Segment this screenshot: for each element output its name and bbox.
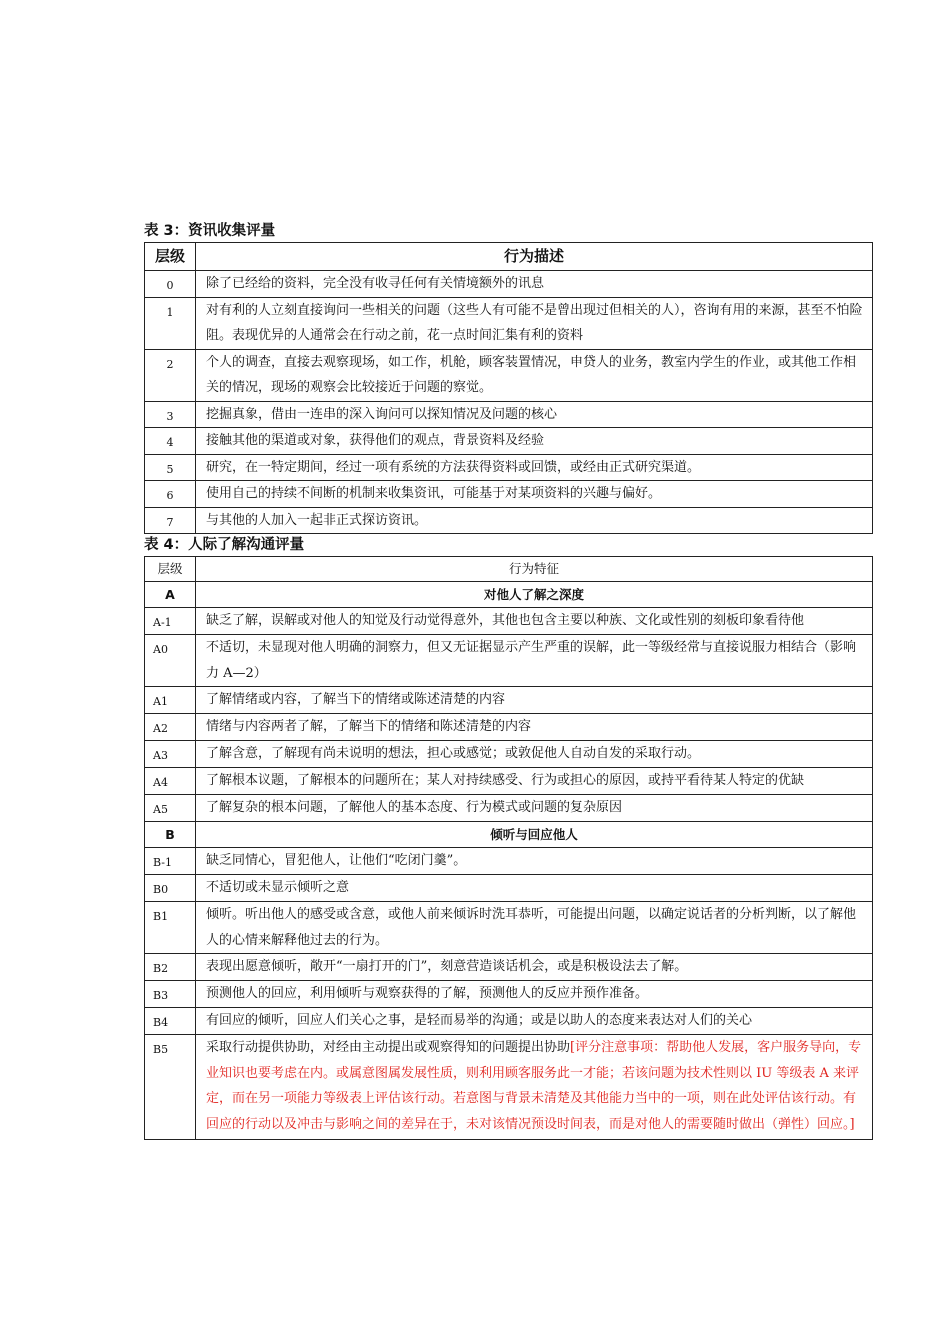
row-level: A5	[145, 795, 196, 822]
row-description: 接触其他的渠道或对象，获得他们的观点，背景资料及经验	[196, 428, 873, 455]
b5-description-text: 采取行动提供协助，对经由主动提出或观察得知的问题提出协助	[206, 1040, 571, 1055]
row-description: 有回应的倾听，回应人们关心之事，是轻而易举的沟通；或是以助人的态度来表达对人们的关心	[196, 1008, 873, 1035]
table4	[144, 556, 873, 1140]
row-level: 1	[145, 297, 196, 349]
table-row	[145, 687, 873, 714]
table-row	[145, 608, 873, 635]
row-level: B2	[145, 954, 196, 981]
section-title: 对他人了解之深度	[196, 582, 873, 608]
row-description: 缺乏了解，误解或对他人的知觉及行动觉得意外，其他也包含主要以种族、文化或性别的刻板印象看待他	[196, 608, 873, 635]
table-row	[145, 981, 873, 1008]
table-row	[145, 795, 873, 822]
row-description: 表现出愿意倾听，敞开“一扇打开的门”，刻意营造谈话机会，或是积极设法去了解。	[196, 954, 873, 981]
table-row	[145, 401, 873, 428]
row-level: A2	[145, 714, 196, 741]
table-row	[145, 428, 873, 455]
row-description: 了解含意，了解现有尚未说明的想法，担心或感觉；或敦促他人自动自发的采取行动。	[196, 741, 873, 768]
table3	[144, 242, 873, 534]
row-level: 4	[145, 428, 196, 455]
table4-caption: 表 4：人际了解沟通评量	[144, 537, 305, 553]
table-row	[145, 741, 873, 768]
row-level: B4	[145, 1008, 196, 1035]
row-level: 6	[145, 481, 196, 508]
table-row	[145, 271, 873, 298]
scoring-note: [评分注意事项：帮助他人发展，客户服务导向，专业知识也要考虑在内。或属意图属发展性质，则利用顾客服务此一才能；若该问题为技术性则以 IU 等级表 A 来评定，而在另一项能力等级表上评估该行动。若意图与背景未清楚及其他能力当中的一项，则在此处评估该行动。有回应的行动以及冲击与影响之间的差异在于，未对该情况预设时间表，而是对他人的需要随时做出（弹性）回应。]	[206, 1040, 862, 1132]
table-row	[145, 875, 873, 902]
row-description: 除了已经给的资料，完全没有收寻任何有关情境额外的讯息	[196, 271, 873, 298]
table-header-row	[145, 557, 873, 582]
section-level: B	[145, 822, 196, 848]
table-row-b5	[145, 1035, 873, 1140]
row-level: A4	[145, 768, 196, 795]
row-level: A-1	[145, 608, 196, 635]
table-row	[145, 481, 873, 508]
row-level: B0	[145, 875, 196, 902]
row-description: 缺乏同情心，冒犯他人，让他们“吃闭门羹”。	[196, 848, 873, 875]
row-description: 了解复杂的根本问题，了解他人的基本态度、行为模式或问题的复杂原因	[196, 795, 873, 822]
row-level: B1	[145, 902, 196, 954]
table-row	[145, 902, 873, 954]
section-title: 倾听与回应他人	[196, 822, 873, 848]
row-description: 使用自己的持续不间断的机制来收集资讯，可能基于对某项资料的兴趣与偏好。	[196, 481, 873, 508]
table-row	[145, 349, 873, 401]
row-level: B5	[145, 1035, 196, 1140]
row-level: 3	[145, 401, 196, 428]
row-description: 挖掘真象，借由一连串的深入询问可以探知情况及问题的核心	[196, 401, 873, 428]
table-row	[145, 954, 873, 981]
row-description: 倾听。听出他人的感受或含意，或他人前来倾诉时洗耳恭听，可能提出问题，以确定说话者的分析判断，以了解他人的心情来解释他过去的行为。	[196, 902, 873, 954]
row-description: 预测他人的回应，利用倾听与观察获得的了解，预测他人的反应并预作准备。	[196, 981, 873, 1008]
table-row	[145, 635, 873, 687]
row-description	[196, 1035, 873, 1140]
row-description: 与其他的人加入一起非正式探访资讯。	[196, 507, 873, 534]
row-description: 不适切，未显现对他人明确的洞察力，但又无证据显示产生严重的误解，此一等级经常与直接说服力相结合（影响力 A—2）	[196, 635, 873, 687]
section-row-b	[145, 822, 873, 848]
row-description: 个人的调查，直接去观察现场，如工作，机舱，顾客装置情况，申贷人的业务，教室内学生的作业，或其他工作相关的情况，现场的观察会比较接近于问题的察觉。	[196, 349, 873, 401]
header-description: 行为描述	[196, 243, 873, 271]
row-description: 了解情绪或内容，了解当下的情绪或陈述清楚的内容	[196, 687, 873, 714]
header-level: 层级	[145, 243, 196, 271]
table-row	[145, 454, 873, 481]
row-level: B-1	[145, 848, 196, 875]
table-row	[145, 507, 873, 534]
table-row	[145, 297, 873, 349]
row-level: 0	[145, 271, 196, 298]
row-level: A0	[145, 635, 196, 687]
row-level: 7	[145, 507, 196, 534]
section-level: A	[145, 582, 196, 608]
row-level: 5	[145, 454, 196, 481]
table-header-row	[145, 243, 873, 271]
row-level: B3	[145, 981, 196, 1008]
row-description: 研究，在一特定期间，经过一项有系统的方法获得资料或回馈，或经由正式研究渠道。	[196, 454, 873, 481]
row-level: A3	[145, 741, 196, 768]
table-row	[145, 848, 873, 875]
row-level: A1	[145, 687, 196, 714]
table-row	[145, 1008, 873, 1035]
row-description: 了解根本议题，了解根本的问题所在；某人对持续感受、行为或担心的原因，或持平看待某人特定的优缺	[196, 768, 873, 795]
document-page	[144, 220, 872, 1140]
header-level: 层级	[145, 557, 196, 582]
table-row	[145, 714, 873, 741]
row-description: 不适切或未显示倾听之意	[196, 875, 873, 902]
section-row-a	[145, 582, 873, 608]
table3-caption: 表 3：资讯收集评量	[144, 223, 276, 239]
row-description: 情绪与内容两者了解，了解当下的情绪和陈述清楚的内容	[196, 714, 873, 741]
row-description: 对有利的人立刻直接询问一些相关的问题（这些人有可能不是曾出现过但相关的人），咨询有用的来源，甚至不怕险阻。表现优异的人通常会在行动之前，花一点时间汇集有利的资料	[196, 297, 873, 349]
table-row	[145, 768, 873, 795]
row-level: 2	[145, 349, 196, 401]
header-feature: 行为特征	[196, 557, 873, 582]
